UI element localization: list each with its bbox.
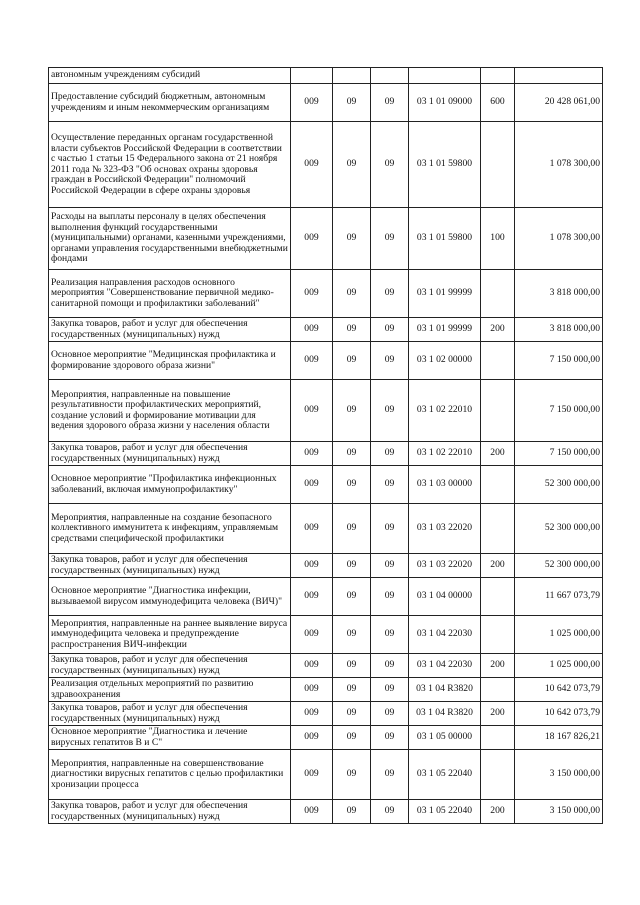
section-code-cell: 09: [333, 678, 371, 702]
expense-type-cell: [481, 68, 515, 84]
ministry-code-cell: 009: [291, 342, 333, 380]
table-row: [49, 122, 603, 208]
target-article-cell: 03 1 01 09000: [409, 84, 481, 122]
ministry-code-cell: 009: [291, 380, 333, 442]
ministry-code-cell: 009: [291, 578, 333, 616]
expense-name-cell: Закупка товаров, работ и услуг для обеспечения государственных (муниципальных) нужд: [49, 800, 291, 824]
subsection-code-cell: 09: [371, 554, 409, 578]
ministry-code-cell: 009: [291, 504, 333, 554]
section-code-cell: 09: [333, 726, 371, 750]
subsection-code-cell: 09: [371, 442, 409, 466]
target-article-cell: 03 1 03 00000: [409, 466, 481, 504]
target-article-cell: 03 1 02 00000: [409, 342, 481, 380]
expense-name-cell: Мероприятия, направленные на раннее выявление вируса иммунодефицита человека и предупреждение распространения ВИЧ-инфекции: [49, 616, 291, 654]
expense-type-cell: 600: [481, 84, 515, 122]
amount-cell: 3 150 000,00: [515, 800, 603, 824]
subsection-code-cell: 09: [371, 504, 409, 554]
budget-table-body: [49, 68, 603, 824]
target-article-cell: 03 1 05 22040: [409, 750, 481, 800]
target-article-cell: 03 1 01 59800: [409, 122, 481, 208]
subsection-code-cell: 09: [371, 578, 409, 616]
table-row: [49, 750, 603, 800]
expense-type-cell: 200: [481, 318, 515, 342]
expense-type-cell: [481, 122, 515, 208]
section-code-cell: 09: [333, 208, 371, 270]
expense-name-cell: Основное мероприятие "Диагностика и лечение вирусных гепатитов В и С": [49, 726, 291, 750]
target-article-cell: 03 1 05 00000: [409, 726, 481, 750]
table-row: [49, 380, 603, 442]
target-article-cell: 03 1 05 22040: [409, 800, 481, 824]
amount-cell: [515, 68, 603, 84]
subsection-code-cell: 09: [371, 726, 409, 750]
expense-type-cell: 200: [481, 654, 515, 678]
expense-name-cell: Реализация направления расходов основного мероприятия "Совершенствование первичной медико-санитарной помощи и профилактики заболеваний": [49, 270, 291, 318]
table-row: [49, 726, 603, 750]
subsection-code-cell: 09: [371, 270, 409, 318]
section-code-cell: 09: [333, 616, 371, 654]
section-code-cell: 09: [333, 466, 371, 504]
subsection-code-cell: 09: [371, 380, 409, 442]
ministry-code-cell: 009: [291, 678, 333, 702]
subsection-code-cell: 09: [371, 466, 409, 504]
amount-cell: 7 150 000,00: [515, 442, 603, 466]
expense-type-cell: 200: [481, 702, 515, 726]
subsection-code-cell: 09: [371, 122, 409, 208]
expense-type-cell: 200: [481, 554, 515, 578]
expense-type-cell: [481, 270, 515, 318]
expense-name-cell: Закупка товаров, работ и услуг для обеспечения государственных (муниципальных) нужд: [49, 654, 291, 678]
ministry-code-cell: 009: [291, 208, 333, 270]
section-code-cell: 09: [333, 750, 371, 800]
expense-name-cell: Закупка товаров, работ и услуг для обеспечения государственных (муниципальных) нужд: [49, 554, 291, 578]
amount-cell: 10 642 073,79: [515, 678, 603, 702]
section-code-cell: 09: [333, 442, 371, 466]
expense-type-cell: [481, 750, 515, 800]
expense-name-cell: Мероприятия, направленные на повышение результативности профилактических мероприятий, создание условий и формирование мотивации для ведения здорового образа жизни у населения области: [49, 380, 291, 442]
amount-cell: 52 300 000,00: [515, 466, 603, 504]
subsection-code-cell: 09: [371, 84, 409, 122]
ministry-code-cell: 009: [291, 616, 333, 654]
table-row: [49, 318, 603, 342]
expense-type-cell: [481, 678, 515, 702]
expense-name-cell: Осуществление переданных органам государственной власти субъектов Российской Федерации в соответствии с частью 1 статьи 15 Федерального закона от 21 ноября 2011 года № 323-ФЗ "Об основах охраны здоровья граждан в Российской Федерации" полномочий Российской Федерации в сфере охраны здоровья: [49, 122, 291, 208]
amount-cell: 1 025 000,00: [515, 654, 603, 678]
table-row: [49, 654, 603, 678]
amount-cell: 3 818 000,00: [515, 270, 603, 318]
ministry-code-cell: [291, 68, 333, 84]
expense-name-cell: Расходы на выплаты персоналу в целях обеспечения выполнения функций государственными (муниципальными) органами, казенными учреждениями, органами управления государственными внебюджетными фондами: [49, 208, 291, 270]
expense-type-cell: [481, 616, 515, 654]
expense-type-cell: [481, 726, 515, 750]
target-article-cell: [409, 68, 481, 84]
section-code-cell: 09: [333, 270, 371, 318]
ministry-code-cell: 009: [291, 654, 333, 678]
subsection-code-cell: 09: [371, 800, 409, 824]
target-article-cell: 03 1 04 22030: [409, 616, 481, 654]
table-row: [49, 702, 603, 726]
ministry-code-cell: 009: [291, 554, 333, 578]
target-article-cell: 03 1 04 R3820: [409, 702, 481, 726]
section-code-cell: 09: [333, 554, 371, 578]
table-row: [49, 678, 603, 702]
expense-name-cell: Закупка товаров, работ и услуг для обеспечения государственных (муниципальных) нужд: [49, 702, 291, 726]
amount-cell: 11 667 073,79: [515, 578, 603, 616]
section-code-cell: 09: [333, 578, 371, 616]
table-row: [49, 616, 603, 654]
target-article-cell: 03 1 04 00000: [409, 578, 481, 616]
section-code-cell: 09: [333, 800, 371, 824]
expense-name-cell: Основное мероприятие "Профилактика инфекционных заболеваний, включая иммунопрофилактику": [49, 466, 291, 504]
target-article-cell: 03 1 01 99999: [409, 318, 481, 342]
table-row: [49, 800, 603, 824]
section-code-cell: 09: [333, 318, 371, 342]
table-row: [49, 84, 603, 122]
section-code-cell: [333, 68, 371, 84]
expense-type-cell: [481, 504, 515, 554]
ministry-code-cell: 009: [291, 702, 333, 726]
section-code-cell: 09: [333, 342, 371, 380]
subsection-code-cell: 09: [371, 654, 409, 678]
target-article-cell: 03 1 01 99999: [409, 270, 481, 318]
expense-type-cell: [481, 380, 515, 442]
expense-type-cell: [481, 342, 515, 380]
amount-cell: 20 428 061,00: [515, 84, 603, 122]
target-article-cell: 03 1 02 22010: [409, 442, 481, 466]
ministry-code-cell: 009: [291, 122, 333, 208]
subsection-code-cell: 09: [371, 616, 409, 654]
subsection-code-cell: 09: [371, 342, 409, 380]
ministry-code-cell: 009: [291, 726, 333, 750]
amount-cell: 1 025 000,00: [515, 616, 603, 654]
amount-cell: 7 150 000,00: [515, 380, 603, 442]
expense-name-cell: Основное мероприятие "Медицинская профилактика и формирование здорового образа жизни": [49, 342, 291, 380]
budget-table: [48, 67, 603, 824]
ministry-code-cell: 009: [291, 270, 333, 318]
section-code-cell: 09: [333, 84, 371, 122]
expense-name-cell: Закупка товаров, работ и услуг для обеспечения государственных (муниципальных) нужд: [49, 442, 291, 466]
target-article-cell: 03 1 03 22020: [409, 504, 481, 554]
amount-cell: 7 150 000,00: [515, 342, 603, 380]
section-code-cell: 09: [333, 380, 371, 442]
ministry-code-cell: 009: [291, 318, 333, 342]
target-article-cell: 03 1 01 59800: [409, 208, 481, 270]
expense-name-cell: Мероприятия, направленные на создание безопасного коллективного иммунитета к инфекциям, управляемым средствами специфической профилактики: [49, 504, 291, 554]
table-row: [49, 504, 603, 554]
subsection-code-cell: 09: [371, 678, 409, 702]
subsection-code-cell: 09: [371, 750, 409, 800]
expense-type-cell: 200: [481, 442, 515, 466]
expense-type-cell: [481, 466, 515, 504]
ministry-code-cell: 009: [291, 800, 333, 824]
subsection-code-cell: 09: [371, 702, 409, 726]
table-row: [49, 554, 603, 578]
table-row: [49, 578, 603, 616]
target-article-cell: 03 1 04 R3820: [409, 678, 481, 702]
section-code-cell: 09: [333, 702, 371, 726]
amount-cell: 52 300 000,00: [515, 554, 603, 578]
amount-cell: 1 078 300,00: [515, 122, 603, 208]
table-row: [49, 342, 603, 380]
table-row: [49, 208, 603, 270]
ministry-code-cell: 009: [291, 442, 333, 466]
expense-name-cell: Реализация отдельных мероприятий по развитию здравоохранения: [49, 678, 291, 702]
expense-name-cell: Закупка товаров, работ и услуг для обеспечения государственных (муниципальных) нужд: [49, 318, 291, 342]
expense-name-cell: Предоставление субсидий бюджетным, автономным учреждениям и иным некоммерческим организациям: [49, 84, 291, 122]
subsection-code-cell: 09: [371, 318, 409, 342]
subsection-code-cell: 09: [371, 208, 409, 270]
table-row: [49, 270, 603, 318]
section-code-cell: 09: [333, 504, 371, 554]
expense-type-cell: 200: [481, 800, 515, 824]
table-row: [49, 466, 603, 504]
ministry-code-cell: 009: [291, 750, 333, 800]
expense-name-cell: Основное мероприятие "Диагностика инфекции, вызываемой вирусом иммунодефицита человека (ВИЧ)": [49, 578, 291, 616]
table-row: [49, 442, 603, 466]
amount-cell: 1 078 300,00: [515, 208, 603, 270]
expense-type-cell: 100: [481, 208, 515, 270]
amount-cell: 3 150 000,00: [515, 750, 603, 800]
section-code-cell: 09: [333, 654, 371, 678]
amount-cell: 18 167 826,21: [515, 726, 603, 750]
expense-name-cell: автономным учреждениям субсидий: [49, 68, 291, 84]
amount-cell: 3 818 000,00: [515, 318, 603, 342]
target-article-cell: 03 1 03 22020: [409, 554, 481, 578]
ministry-code-cell: 009: [291, 84, 333, 122]
amount-cell: 52 300 000,00: [515, 504, 603, 554]
expense-name-cell: Мероприятия, направленные на совершенствование диагностики вирусных гепатитов с целью профилактики хронизации процесса: [49, 750, 291, 800]
expense-type-cell: [481, 578, 515, 616]
subsection-code-cell: [371, 68, 409, 84]
amount-cell: 10 642 073,79: [515, 702, 603, 726]
section-code-cell: 09: [333, 122, 371, 208]
target-article-cell: 03 1 02 22010: [409, 380, 481, 442]
ministry-code-cell: 009: [291, 466, 333, 504]
target-article-cell: 03 1 04 22030: [409, 654, 481, 678]
table-row: [49, 68, 603, 84]
